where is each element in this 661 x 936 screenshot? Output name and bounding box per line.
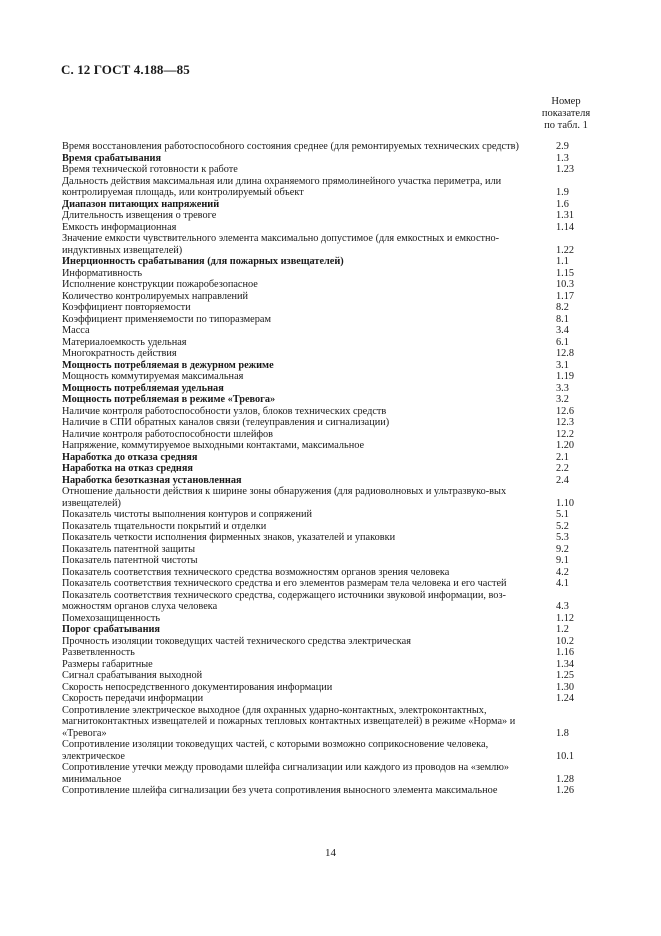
indicator-name: Значение емкости чувствительного элемента максимально допустимое (для емкостных и емкостно-индуктивных извещателей) [62, 233, 500, 256]
indicator-name: Мощность потребляемая в режиме «Тревога» [62, 394, 276, 405]
list-item [62, 521, 610, 533]
indicator-number: 1.22 [556, 244, 575, 256]
list-item [62, 302, 610, 314]
indicator-name: Разветвленность [62, 647, 135, 658]
indicator-number: 9.1 [556, 555, 569, 566]
indicator-number: 9.2 [556, 543, 569, 555]
list-item [62, 486, 610, 509]
list-item [62, 371, 610, 383]
indicator-number: 1.10 [556, 497, 575, 509]
indicator-number: 1.3 [556, 152, 569, 164]
indicator-name: Время восстановления работоспособного состояния среднее (для ремонтируемых технических средств) [62, 141, 519, 152]
list-item [62, 153, 610, 165]
list-item [62, 360, 610, 372]
list-item [62, 325, 610, 337]
indicator-name: Сопротивление утечки между проводами шлейфа сигнализации или каждого из проводов на «землю» минимальное [62, 762, 510, 785]
indicator-number: 1.19 [556, 371, 575, 382]
indicator-name: Скорость непосредственного документирования информации [62, 681, 333, 693]
indicator-number: 1.6 [556, 198, 569, 210]
list-item [62, 417, 610, 429]
indicator-number: 1.1 [556, 256, 569, 267]
indicator-name: Сопротивление электрическое выходное (для охранных ударно-контактных, электроконтактных, магнитоконтактных извещателей и пожарных тепловых контактных извещателей) в режиме «Норма» и «Тревога» [62, 704, 516, 739]
list-item [62, 555, 610, 567]
column-header-line: Номер [551, 96, 581, 107]
indicator-number: 1.26 [556, 785, 575, 796]
indicator-number: 1.16 [556, 647, 575, 658]
list-item [62, 762, 610, 785]
indicator-name: Материалоемкость удельная [62, 336, 187, 348]
indicator-number: 3.2 [556, 394, 569, 405]
indicator-number: 12.6 [556, 405, 575, 417]
column-header-line: показателя [541, 108, 591, 119]
indicator-number: 1.17 [556, 290, 575, 302]
list-item [62, 348, 610, 360]
indicator-number: 10.3 [556, 279, 575, 290]
list-item [62, 176, 610, 199]
indicator-number: 1.14 [556, 221, 575, 233]
list-item [62, 509, 610, 521]
list-item [62, 785, 610, 797]
indicator-number: 10.2 [556, 635, 575, 647]
indicator-number: 4.3 [556, 601, 569, 612]
indicator-name: Количество контролируемых направлений [62, 290, 249, 302]
list-item [62, 210, 610, 222]
indicator-name: Показатель соответствия технического средства, содержащего источники звуковой информации, воз-можностям органов слуха человека [62, 589, 506, 612]
column-header [528, 96, 604, 132]
indicator-name: Наличие в СПИ обратных каналов связи (телеуправления и сигнализации) [62, 417, 390, 428]
indicator-number: 10.1 [556, 750, 575, 762]
indicator-number: 4.1 [556, 578, 569, 589]
indicator-name: Емкость информационная [62, 221, 177, 233]
indicator-number: 1.20 [556, 440, 575, 451]
list-item [62, 452, 610, 464]
indicator-name: Наличие контроля работоспособности узлов, блоков технических средств [62, 405, 387, 417]
indicator-name: Прочность изоляции токоведущих частей технического средства электрическая [62, 635, 411, 647]
indicator-number: 3.1 [556, 359, 569, 371]
list-item [62, 268, 610, 280]
list-item [62, 233, 610, 256]
indicator-number: 1.8 [556, 727, 569, 739]
indicator-number: 12.2 [556, 428, 575, 440]
list-item [62, 636, 610, 648]
list-item [62, 337, 610, 349]
indicator-name: Мощность потребляемая в дежурном режиме [62, 359, 274, 371]
indicator-number: 5.3 [556, 532, 569, 543]
indicator-number: 2.9 [556, 141, 569, 152]
list-item [62, 567, 610, 579]
indicator-number: 1.30 [556, 681, 575, 693]
indicator-name: Коэффициент применяемости по типоразмерам [62, 313, 271, 325]
indicator-name: Длительность извещения о тревоге [62, 210, 217, 221]
indicator-name: Напряжение, коммутируемое выходными контактами, максимальное [62, 440, 365, 451]
indicator-list [62, 141, 610, 797]
indicator-number: 3.4 [556, 325, 569, 336]
indicator-name: Размеры габаритные [62, 658, 153, 670]
indicator-number: 2.4 [556, 474, 569, 486]
indicator-number: 2.1 [556, 451, 569, 463]
list-item [62, 624, 610, 636]
list-item [62, 291, 610, 303]
list-item [62, 164, 610, 176]
indicator-number: 1.24 [556, 693, 575, 704]
list-item [62, 383, 610, 395]
indicator-number: 12.8 [556, 348, 575, 359]
indicator-number: 6.1 [556, 336, 569, 348]
list-item [62, 314, 610, 326]
list-item [62, 440, 610, 452]
indicator-number: 1.12 [556, 612, 575, 624]
list-item [62, 682, 610, 694]
list-item [62, 739, 610, 762]
indicator-number: 1.28 [556, 773, 575, 785]
list-item [62, 406, 610, 418]
indicator-name: Скорость передачи информации [62, 693, 204, 704]
indicator-number: 1.31 [556, 210, 575, 221]
indicator-name: Мощность коммутируемая максимальная [62, 371, 244, 382]
indicator-name: Диапазон питающих напряжений [62, 198, 220, 210]
indicator-name: Отношение дальности действия к ширине зоны обнаружения (для радиоволновых и ультразвуко-вых извещателей) [62, 486, 507, 509]
indicator-name: Многократность действия [62, 348, 177, 359]
indicator-number: 1.9 [556, 187, 569, 198]
indicator-name: Время технической готовности к работе [62, 164, 238, 175]
indicator-name: Сопротивление шлейфа сигнализации без учета сопротивления выносного элемента максимальное [62, 785, 498, 796]
list-item [62, 256, 610, 268]
indicator-name: Наличие контроля работоспособности шлейфов [62, 428, 274, 440]
indicator-name: Исполнение конструкции пожаробезопасное [62, 279, 258, 290]
indicator-name: Дальность действия максимальная или длина охраняемого прямолинейного участка периметра, или контролируемая площадь, или контролируемый объект [62, 175, 502, 198]
list-item [62, 532, 610, 544]
list-item [62, 670, 610, 682]
indicator-name: Инерционность срабатывания (для пожарных извещателей) [62, 256, 344, 267]
list-item [62, 141, 610, 153]
page-number: 14 [325, 847, 336, 859]
page-header: С. 12 ГОСТ 4.188—85 [61, 62, 190, 77]
indicator-name: Время срабатывания [62, 152, 162, 164]
indicator-name: Показатель патентной защиты [62, 543, 195, 555]
indicator-name: Показатель соответствия технического средства возможностям органов зрения человека [62, 566, 450, 578]
list-item [62, 279, 610, 291]
list-item [62, 613, 610, 625]
list-item [62, 647, 610, 659]
indicator-number: 3.3 [556, 382, 569, 394]
list-item [62, 199, 610, 211]
column-header-line: по табл. 1 [544, 120, 588, 131]
indicator-number: 5.1 [556, 509, 569, 520]
list-item [62, 475, 610, 487]
list-item [62, 463, 610, 475]
indicator-name: Информативность [62, 267, 143, 279]
indicator-number: 4.2 [556, 566, 569, 578]
indicator-name: Показатель чистоты выполнения контуров и сопряжений [62, 509, 312, 520]
list-item [62, 394, 610, 406]
indicator-name: Мощность потребляемая удельная [62, 382, 224, 394]
indicator-name: Помехозащищенность [62, 612, 161, 624]
list-item [62, 705, 610, 740]
indicator-name: Порог срабатывания [62, 624, 161, 635]
list-item [62, 659, 610, 671]
list-item [62, 222, 610, 234]
indicator-name: Коэффициент повторяемости [62, 302, 191, 313]
list-item [62, 578, 610, 590]
indicator-number: 2.2 [556, 463, 569, 474]
indicator-name: Наработка до отказа средняя [62, 451, 198, 463]
indicator-number: 1.25 [556, 670, 575, 681]
indicator-name: Показатель тщательности покрытий и отделки [62, 520, 267, 532]
list-item [62, 693, 610, 705]
indicator-name: Показатель четкости исполнения фирменных знаков, указателей и упаковки [62, 532, 396, 543]
indicator-number: 1.23 [556, 164, 575, 175]
indicator-number: 12.3 [556, 417, 575, 428]
indicator-number: 8.1 [556, 313, 569, 325]
indicator-number: 1.15 [556, 267, 575, 279]
indicator-name: Наработка на отказ средняя [62, 463, 193, 474]
indicator-name: Показатель патентной чистоты [62, 555, 198, 566]
list-item [62, 429, 610, 441]
indicator-number: 8.2 [556, 302, 569, 313]
indicator-name: Масса [62, 325, 90, 336]
list-item [62, 544, 610, 556]
indicator-number: 1.34 [556, 658, 575, 670]
indicator-number: 1.2 [556, 624, 569, 635]
indicator-name: Сопротивление изоляции токоведущих частей, с которыми возможно соприкосновение человека, электрическое [62, 739, 489, 762]
indicator-name: Сигнал срабатывания выходной [62, 670, 203, 681]
list-item [62, 590, 610, 613]
indicator-name: Показатель соответствия технического средства и его элементов размерам тела человека и его частей [62, 578, 507, 589]
indicator-number: 5.2 [556, 520, 569, 532]
indicator-name: Наработка безотказная установленная [62, 474, 242, 486]
